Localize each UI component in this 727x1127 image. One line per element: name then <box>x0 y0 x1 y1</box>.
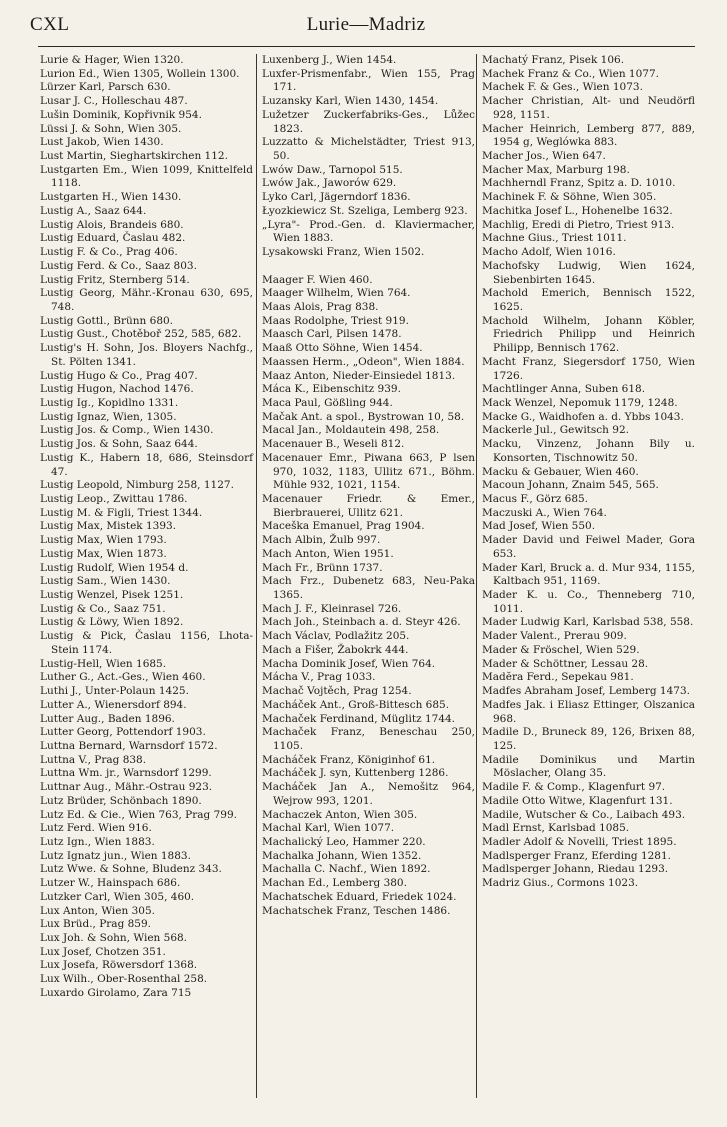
directory-entry: Macku & Gebauer, Wien 460. <box>482 465 639 478</box>
directory-entry: Maas Rodolphe, Triest 919. <box>262 314 409 327</box>
directory-entry: Lustig M. & Figli, Triest 1344. <box>40 506 203 519</box>
section-gap <box>262 260 475 274</box>
directory-entry: Madile Dominikus und Martin Möslacher, Olang 35. <box>482 753 695 780</box>
directory-entry: Lustgarten H., Wien 1430. <box>40 191 182 204</box>
directory-entry: Lustig Gust., Chotěboř 252, 585, 682. <box>40 328 242 341</box>
directory-entry: Lutz Ign., Wien 1883. <box>40 835 155 848</box>
directory-entry: Madile, Wutscher & Co., Laibach 493. <box>482 808 686 821</box>
directory-entry: Lustig Gottl., Brünn 680. <box>40 314 174 327</box>
directory-entry: Mackerle Jul., Gewitsch 92. <box>482 424 629 437</box>
directory-entry: Machinek F. & Söhne, Wien 305. <box>482 191 657 204</box>
directory-entry: Lustig Max, Wien 1793. <box>40 534 167 547</box>
directory-entry: Lust Jakob, Wien 1430. <box>40 136 164 149</box>
directory-entry: Madler Adolf & Novelli, Triest 1895. <box>482 835 677 848</box>
directory-entry: Lwów Jak., Jaworów 629. <box>262 177 397 190</box>
directory-entry: Mačak Ant. a spol., Bystrowan 10, 58. <box>262 410 465 423</box>
directory-entry: Lutz Brüder, Schönbach 1890. <box>40 794 202 807</box>
directory-entry: Lutter Aug., Baden 1896. <box>40 712 175 725</box>
directory-entry: Machaček Ferdinand, Müglitz 1744. <box>262 712 456 725</box>
directory-entry: Machatschek Franz, Teschen 1486. <box>262 904 451 917</box>
directory-entry: Mach a Fišer, Žabokrk 444. <box>262 643 409 656</box>
directory-entry: Lužetzer Zuckerfabriks-Ges., Lůžec 1823. <box>262 108 475 135</box>
directory-entry: Maasch Carl, Pilsen 1478. <box>262 328 402 341</box>
running-head: Lurie—Madriz <box>306 14 426 35</box>
directory-entry: Lustig Fritz, Sternberg 514. <box>40 273 190 286</box>
directory-entry: Mach Frz., Dubenetz 683, Neu-Paka 1365. <box>262 575 475 602</box>
column-3 <box>482 54 695 891</box>
directory-entry: Macenauer Emr., Piwana 663, P lsen 970, 1032, 1183, Ullitz 671., Böhm. Mühle 932, 1021, 1154. <box>262 451 475 492</box>
directory-entry: Lux Joh. & Sohn, Wien 568. <box>40 932 188 944</box>
directory-entry: Mack Wenzel, Nepomuk 1179, 1248. <box>482 396 678 409</box>
directory-entry: Mach Fr., Brünn 1737. <box>262 561 383 574</box>
directory-entry: Luzansky Karl, Wien 1430, 1454. <box>262 95 439 108</box>
directory-entry: Lust Martin, Sieghartskirchen 112. <box>40 150 228 163</box>
directory-entry: Machlig, Eredi di Pietro, Triest 913. <box>482 218 675 231</box>
directory-entry: Macenauer B., Weseli 812. <box>262 438 405 451</box>
directory-entry: Machofsky Ludwig, Wien 1624, Siebenbirten 1645. <box>482 259 695 286</box>
directory-entry: Lusar J. C., Holleschau 487. <box>40 95 188 108</box>
directory-entry: Lustig K., Habern 18, 686, Steinsdorf 47. <box>40 451 253 478</box>
directory-entry: Lutz Ed. & Cie., Wien 763, Prag 799. <box>40 808 237 821</box>
directory-entry: Madfes Abraham Josef, Lemberg 1473. <box>482 685 690 698</box>
directory-entry: Luxfer-Prismenfabr., Wien 155, Prag 171. <box>262 67 475 94</box>
page-number: CXL <box>30 14 70 35</box>
column-2 <box>262 54 475 918</box>
directory-entry: Machatschek Eduard, Friedek 1024. <box>262 890 457 903</box>
directory-entry: Lwów Daw., Tarnopol 515. <box>262 163 403 176</box>
directory-entry: Machold Wilhelm, Johann Köbler, Friedrich Philipp und Heinrich Philipp, Bennisch 1762. <box>482 314 695 355</box>
directory-entry: Lustig & Löwy, Wien 1892. <box>40 616 184 629</box>
directory-entry: Lutter Georg, Pottendorf 1903. <box>40 726 206 739</box>
directory-entry: Lustig Ferd. & Co., Saaz 803. <box>40 259 197 272</box>
directory-entry: Lutz Wwe. & Sohne, Bludenz 343. <box>40 863 222 876</box>
directory-entry: Madile F. & Comp., Klagenfurt 97. <box>482 781 666 794</box>
column-1 <box>40 54 253 1001</box>
directory-entry: Lutz Ignatz jun., Wien 1883. <box>40 849 191 862</box>
directory-entry: Madfes Jak. i Eliasz Ettinger, Olszanica 968. <box>482 698 695 725</box>
directory-entry: Lustig Eduard, Časlau 482. <box>40 232 186 245</box>
directory-entry: Lustig Max, Mistek 1393. <box>40 520 177 533</box>
directory-entry: Lustig Jos. & Comp., Wien 1430. <box>40 424 214 437</box>
directory-entry: Mader Ludwig Karl, Karlsbad 538, 558. <box>482 616 694 629</box>
directory-entry: Luzzatto & Michelstädter, Triest 913, 50. <box>262 136 475 163</box>
directory-entry: Madlsperger Johann, Riedau 1293. <box>482 863 669 876</box>
directory-entry: Macoun Johann, Znaim 545, 565. <box>482 479 659 492</box>
directory-entry: Macus F., Görz 685. <box>482 493 589 505</box>
directory-entry: Machal Karl, Wien 1077. <box>262 822 395 835</box>
directory-entry: Lux Wilh., Ober-Rosenthal 258. <box>40 973 208 986</box>
directory-entry: Maager F. Wien 460. <box>262 273 373 286</box>
directory-entry: Machtlinger Anna, Suben 618. <box>482 383 646 396</box>
directory-entry: Macenauer Friedr. & Emer., Bierbrauerei, Ullitz 621. <box>262 493 475 519</box>
directory-entry: Machek F. & Ges., Wien 1073. <box>482 81 643 94</box>
directory-entry: Lustig Max, Wien 1873. <box>40 547 167 560</box>
directory-entry: Lustig Ig., Kopidlno 1331. <box>40 396 179 409</box>
directory-entry: Lurion Ed., Wien 1305, Wollein 1300. <box>40 67 240 80</box>
directory-entry: Lux Josef, Chotzen 351. <box>40 945 166 958</box>
directory-entry: Mad Josef, Wien 550. <box>482 520 596 533</box>
column-divider <box>476 54 477 1098</box>
directory-entry: Lux Anton, Wien 305. <box>40 904 155 917</box>
column-divider <box>256 54 257 1098</box>
directory-entry: Mach Anton, Wien 1951. <box>262 547 394 560</box>
directory-entry: Lustig Rudolf, Wien 1954 d. <box>40 561 189 574</box>
directory-entry: Machaczek Anton, Wien 305. <box>262 808 418 821</box>
directory-entry: Mader Karl, Bruck a. d. Mur 934, 1155, Kaltbach 951, 1169. <box>482 561 695 588</box>
directory-entry: Macháček Jan A., Nemošitz 964, Wejrow 993, 1201. <box>262 781 475 807</box>
page-header <box>30 14 702 38</box>
directory-entry: Luttna Wm. jr., Warnsdorf 1299. <box>40 767 212 780</box>
directory-entry: Mach J. F., Kleinrasel 726. <box>262 602 402 615</box>
directory-entry: Macháček J. syn, Kuttenberg 1286. <box>262 767 449 780</box>
directory-entry: Maaz Anton, Nieder-Einsiedel 1813. <box>262 369 456 382</box>
directory-entry: Macha Dominik Josef, Wien 764. <box>262 657 436 670</box>
directory-entry: Machan Ed., Lemberg 380. <box>262 877 407 890</box>
directory-entry: Luttna Bernard, Warnsdorf 1572. <box>40 739 218 752</box>
directory-entry: Mader & Schöttner, Lessau 28. <box>482 657 649 670</box>
directory-entry: Luthi J., Unter-Polaun 1425. <box>40 685 189 698</box>
directory-entry: Madl Ernst, Karlsbad 1085. <box>482 822 630 835</box>
directory-entry: Lustig & Co., Saaz 751. <box>40 602 166 615</box>
directory-entry: Madlsperger Franz, Eferding 1281. <box>482 849 672 862</box>
directory-entry: Macher Christian, Alt- und Neudörfl 928, 1151. <box>482 95 695 121</box>
directory-entry: Macher Max, Marburg 198. <box>482 163 630 176</box>
directory-entry: Lustig Jos. & Sohn, Saaz 644. <box>40 438 198 451</box>
directory-entry: Maceška Emanuel, Prag 1904. <box>262 520 425 533</box>
directory-entry: Lušin Dominik, Kopřivnik 954. <box>40 108 202 121</box>
directory-entry: Mader David und Feiwel Mader, Gora 653. <box>482 534 695 560</box>
directory-entry: Lutz Ferd. Wien 916. <box>40 822 152 835</box>
directory-entry: Lustig-Hell, Wien 1685. <box>40 657 167 670</box>
directory-entry: Lustig Hugo & Co., Prag 407. <box>40 369 198 382</box>
directory-entry: Machač Vojtěch, Prag 1254. <box>262 685 412 698</box>
directory-entry: Lustig Alois, Brandeis 680. <box>40 218 184 231</box>
directory-entry: Lüssi J. & Sohn, Wien 305. <box>40 122 182 135</box>
directory-entry: Lustig's H. Sohn, Jos. Bloyers Nachfg., St. Pölten 1341. <box>40 342 253 368</box>
directory-entry: Maczuski A., Wien 764. <box>482 506 607 519</box>
directory-entry: Machitka Josef L., Hohenelbe 1632. <box>482 204 673 217</box>
directory-entry: Madile D., Bruneck 89, 126, Brixen 88, 125. <box>482 726 695 752</box>
directory-entry: Mader K. u. Co., Thenneberg 710, 1011. <box>482 589 695 615</box>
directory-entry: Luttna V., Prag 838. <box>40 753 147 766</box>
directory-entry: Luxardo Girolamo, Zara 715 <box>40 986 192 999</box>
directory-entry: Macke G., Waidhofen a. d. Ybbs 1043. <box>482 410 684 423</box>
directory-entry: Macht Franz, Siegersdorf 1750, Wien 1726. <box>482 355 695 382</box>
directory-entry: Lustig F. & Co., Prag 406. <box>40 246 178 259</box>
directory-entry: Maassen Herm., „Odeon", Wien 1884. <box>262 355 465 368</box>
directory-entry: Lurie & Hager, Wien 1320. <box>40 54 184 66</box>
directory-entry: Machherndl Franz, Spitz a. D. 1010. <box>482 177 676 190</box>
directory-entry: Lustig Georg, Mähr.-Kronau 630, 695, 748. <box>40 287 253 313</box>
directory-entry: Macher Heinrich, Lemberg 877, 889, 1954 g, Weglówka 883. <box>482 122 695 149</box>
directory-entry: Lysakowski Franz, Wien 1502. <box>262 246 425 259</box>
directory-entry: Maca Paul, Gößling 944. <box>262 396 393 409</box>
directory-entry: Luttnar Aug., Mähr.-Ostrau 923. <box>40 781 213 794</box>
directory-entry: Łyozkiewicz St. Szeliga, Lemberg 923. <box>262 204 468 217</box>
directory-entry: Lustig Sam., Wien 1430. <box>40 575 171 588</box>
directory-entry: Lux Josefa, Röwersdorf 1368. <box>40 959 198 972</box>
directory-entry: Lustig Ignaz, Wien, 1305. <box>40 410 177 423</box>
directory-entry: Mach Václav, Podlažitz 205. <box>262 630 410 643</box>
directory-entry: Macháček Franz, Königinhof 61. <box>262 753 436 766</box>
directory-entry: Maas Alois, Prag 838. <box>262 300 379 313</box>
directory-entry: Machatý Franz, Pisek 106. <box>482 54 625 66</box>
directory-entry: Lustig A., Saaz 644. <box>40 204 147 217</box>
directory-entry: Madĕra Ferd., Sepekau 981. <box>482 671 634 684</box>
directory-entry: Lyko Carl, Jägerndorf 1836. <box>262 191 411 204</box>
directory-entry: Machaček Franz, Beneschau 250, 1105. <box>262 726 475 752</box>
directory-entry: Lustig & Pick, Časlau 1156, Lhota-Stein 1174. <box>40 630 253 656</box>
directory-entry: Lutter A., Wienersdorf 894. <box>40 698 187 711</box>
directory-entry: Mácha V., Prag 1033. <box>262 671 376 684</box>
directory-entry: Lustig Wenzel, Pisek 1251. <box>40 589 184 602</box>
directory-entry: Mach Albin, Žulb 997. <box>262 534 381 547</box>
directory-entry: Macháček Ant., Groß-Bittesch 685. <box>262 698 450 711</box>
header-rule <box>38 46 695 47</box>
directory-entry: Macku, Vinzenz, Johann Bily u. Konsorten, Tischnowitz 50. <box>482 438 695 464</box>
directory-entry: „Lyra"- Prod.-Gen. d. Klaviermacher, Wien 1883. <box>262 218 475 245</box>
directory-entry: Madriz Gius., Cormons 1023. <box>482 877 639 890</box>
directory-entry: Macal Jan., Moldautein 498, 258. <box>262 424 440 437</box>
directory-entry: Lux Brüd., Prag 859. <box>40 918 152 931</box>
directory-entry: Macher Jos., Wien 647. <box>482 150 606 163</box>
directory-entry: Lutzker Carl, Wien 305, 460. <box>40 890 195 903</box>
directory-entry: Madile Otto Witwe, Klagenfurt 131. <box>482 794 673 807</box>
directory-entry: Machold Emerich, Bennisch 1522, 1625. <box>482 287 695 313</box>
directory-entry: Machne Gius., Triest 1011. <box>482 232 627 245</box>
directory-entry: Machek Franz & Co., Wien 1077. <box>482 67 659 80</box>
directory-entry: Mader & Fröschel, Wien 529. <box>482 643 640 656</box>
directory-entry: Lustgarten Em., Wien 1099, Knittelfeld 1118. <box>40 163 253 190</box>
directory-entry: Lustig Leopold, Nimburg 258, 1127. <box>40 479 234 492</box>
directory-entry: Lutzer W., Hainspach 686. <box>40 877 181 890</box>
directory-entry: Máca K., Eibenschitz 939. <box>262 383 401 396</box>
directory-entry: Machalla C. Nachf., Wien 1892. <box>262 863 431 876</box>
directory-entry: Machalický Leo, Hammer 220. <box>262 835 426 848</box>
directory-entry: Mach Joh., Steinbach a. d. Steyr 426. <box>262 616 461 629</box>
directory-entry: Mader Valent., Prerau 909. <box>482 630 627 643</box>
directory-entry: Lustig Leop., Zwittau 1786. <box>40 493 188 505</box>
directory-entry: Luther G., Act.-Ges., Wien 460. <box>40 671 206 684</box>
directory-entry: Lustig Hugon, Nachod 1476. <box>40 383 194 396</box>
directory-entry: Maager Wilhelm, Wien 764. <box>262 287 411 300</box>
directory-entry: Macho Adolf, Wien 1016. <box>482 246 616 259</box>
directory-entry: Lürzer Karl, Parsch 630. <box>40 81 171 94</box>
directory-entry: Luxenberg J., Wien 1454. <box>262 54 397 66</box>
directory-entry: Maaß Otto Söhne, Wien 1454. <box>262 342 423 355</box>
directory-entry: Machalka Johann, Wien 1352. <box>262 849 422 862</box>
